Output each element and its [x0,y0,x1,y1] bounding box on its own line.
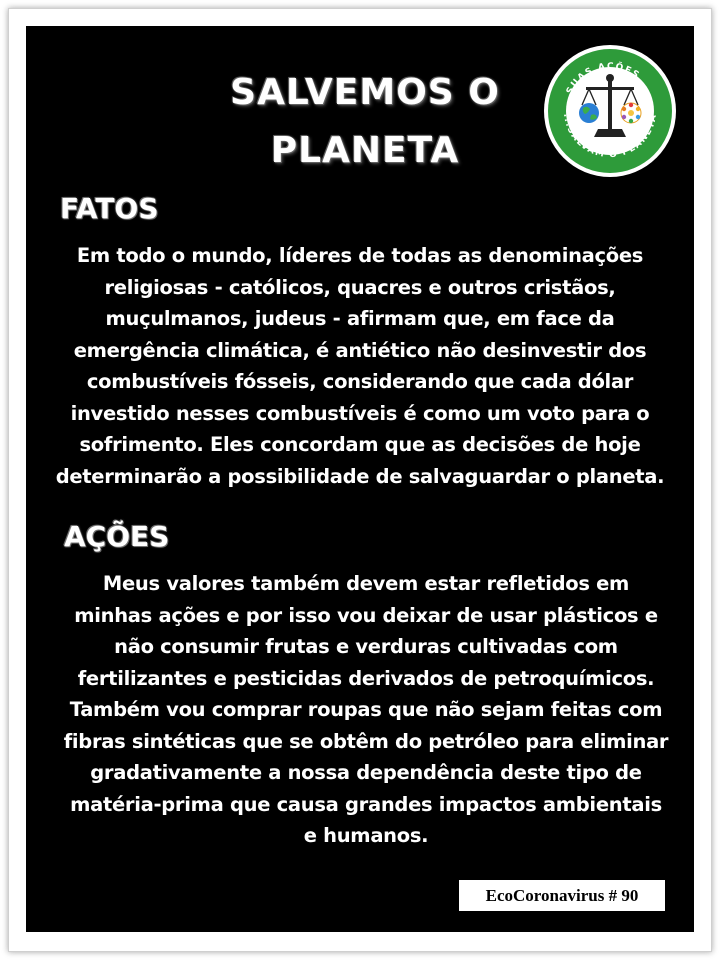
people-circle-icon [621,103,641,123]
fatos-line: combustíveis fósseis, considerando que cada dólar [86,370,634,393]
fatos-line: investido nesses combustíveis é como um voto para o [70,401,650,425]
poster-title [150,64,580,180]
acoes-line: e humanos. [303,824,429,847]
acoes-line: fibras sintéticas que se obtêm do petróleo para eliminar [63,729,669,753]
salvam-o-planeta-logo [542,43,678,179]
acoes-line: gradativamente a nossa dependência deste tipo de [90,761,642,784]
title-line-1: SALVEMOS O [230,72,500,113]
logo-top-text: SUAS AÇÕES ... [564,61,656,97]
acoes-heading: AÇÕES [64,520,170,553]
fatos-line: sofrimento. Eles concordam que as decisões de hoje [79,433,641,456]
ecocoronavirus-badge: EcoCoronavirus # 90 [459,880,665,911]
fatos-line: religiosas - católicos, quacres e outros cristãos, [104,275,616,299]
fatos-line: determinarão a possibilidade de salvaguardar o planeta. [55,464,665,488]
acoes-line: fertilizantes e pesticidas derivados de petroquímicos. [77,666,655,690]
acoes-line: matéria-prima que causa grandes impactos ambientais [70,792,662,816]
acoes-paragraph [46,568,686,852]
fatos-line: emergência climática, é antiético não desinvestir dos [73,338,647,362]
fatos-heading: FATOS [60,192,159,225]
fatos-line: Em todo o mundo, líderes de todas as denominações [76,244,644,267]
fatos-paragraph [34,240,686,492]
earth-icon [579,103,599,123]
title-line-2: PLANETA [270,130,460,171]
acoes-line: não consumir frutas e verduras cultivadas com [114,635,618,658]
acoes-line: minhas ações e por isso vou deixar de usar plásticos e [74,603,658,627]
logo-bottom-text: ...SALVAM O PLANETA [561,112,660,161]
acoes-line: Meus valores também devem estar refletidos em [102,572,630,595]
acoes-line: Também vou comprar roupas que não sejam feitas com [69,698,663,721]
fatos-line: muçulmanos, judeus - afirmam que, em face da [105,307,615,330]
